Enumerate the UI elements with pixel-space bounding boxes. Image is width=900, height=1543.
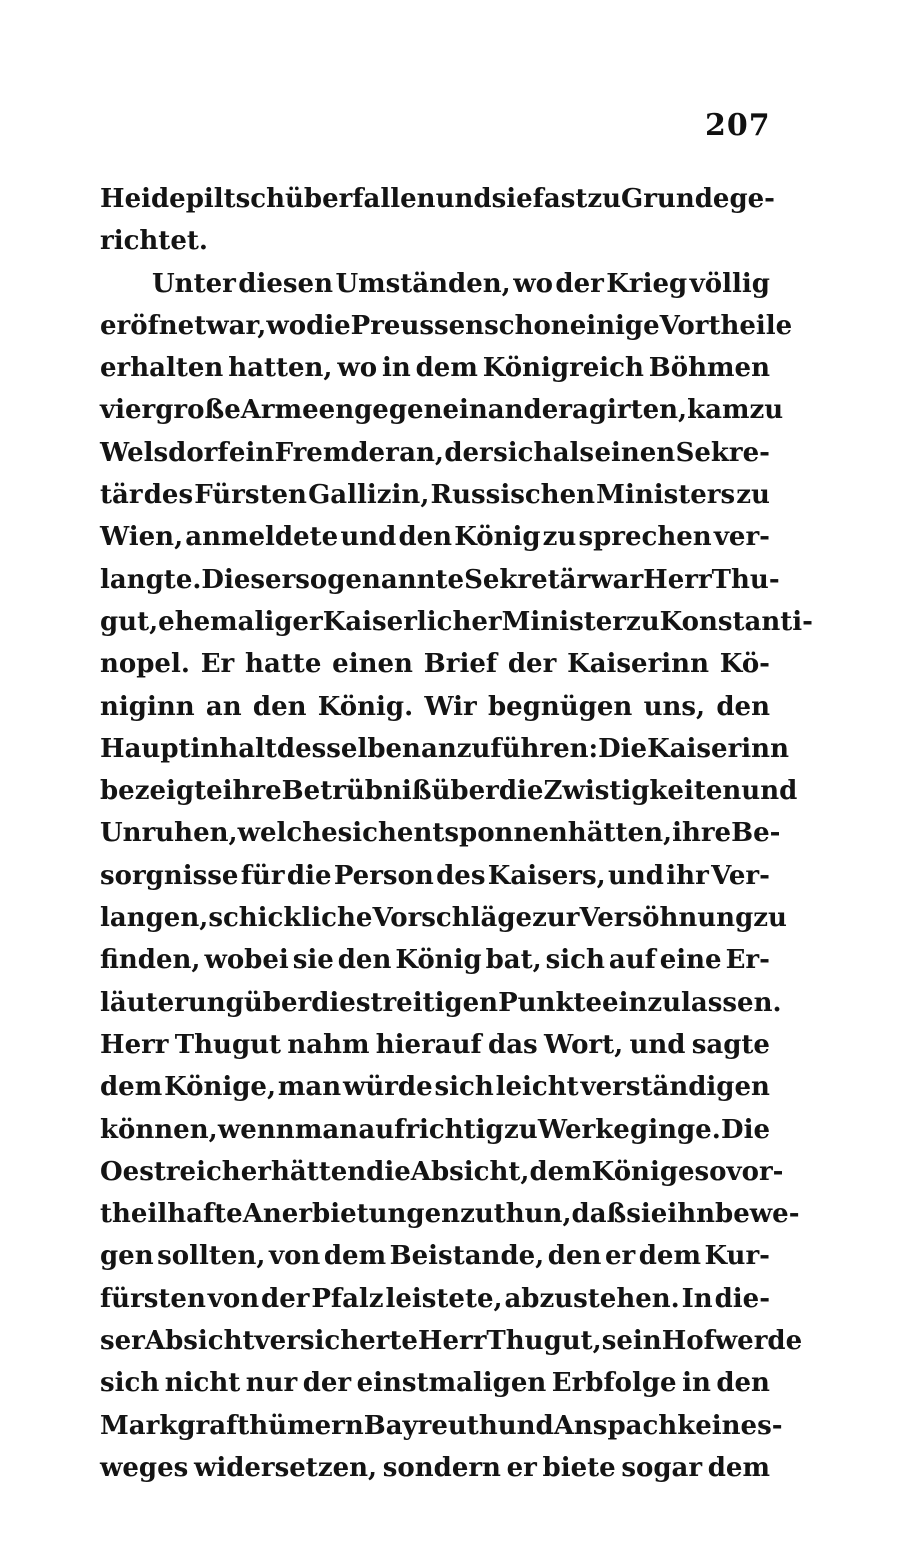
word: Krieg	[606, 268, 688, 299]
word: Grunde	[621, 184, 730, 214]
word: in	[682, 1368, 711, 1399]
word: die	[286, 860, 332, 891]
word: Russischen	[430, 480, 596, 511]
word: leicht	[495, 1072, 579, 1103]
word: läuterung	[100, 987, 244, 1018]
word: Thugut	[174, 1029, 282, 1060]
text-line	[100, 1109, 770, 1151]
word: die	[498, 776, 544, 807]
word: so	[694, 1156, 727, 1187]
text-line	[100, 1278, 770, 1320]
word: bewe-	[715, 1199, 800, 1230]
word: sich	[100, 1368, 160, 1399]
word: eine	[659, 945, 722, 976]
word: richtet.	[100, 226, 208, 257]
word: Umständen,	[335, 268, 511, 299]
word: langte.	[100, 564, 202, 595]
word: theilhafte	[100, 1199, 243, 1230]
word: dem	[323, 1241, 387, 1272]
word: Absicht	[144, 1326, 255, 1357]
word: finden,	[100, 945, 201, 976]
word: der	[302, 1368, 352, 1399]
text-line	[100, 982, 782, 1024]
word: Person	[333, 860, 434, 891]
word: der	[444, 437, 493, 468]
word: und	[629, 1029, 686, 1060]
word: er	[604, 1241, 636, 1272]
word: In	[681, 1283, 713, 1314]
word: der	[261, 1283, 310, 1314]
text-line	[100, 1320, 803, 1362]
word: schickliche	[208, 903, 373, 934]
word: entsponnen	[396, 818, 568, 849]
word: dem	[638, 1241, 701, 1272]
word: ginge.	[630, 1114, 721, 1145]
word: dem	[415, 353, 478, 384]
word: Versöhnung	[579, 903, 754, 934]
word: und	[497, 1410, 554, 1441]
text-line	[100, 855, 770, 897]
word: Sekre-	[675, 437, 770, 468]
word: daß	[571, 1199, 627, 1230]
word: versicherte	[254, 1326, 418, 1357]
word: von	[268, 1241, 321, 1272]
word: ihr	[666, 860, 709, 891]
word: über	[431, 776, 499, 807]
word: fürsten	[100, 1283, 206, 1314]
word: tär	[100, 480, 143, 511]
word: anzuführen:	[420, 733, 599, 764]
text-line	[100, 812, 781, 854]
word: die	[366, 1156, 411, 1187]
word: und	[435, 184, 492, 214]
word: Kaiserlicher	[322, 606, 502, 637]
word: den	[337, 945, 392, 976]
word: war,	[206, 310, 267, 341]
word: würde	[342, 1072, 433, 1103]
word: Oestreicher	[100, 1156, 271, 1187]
word: den	[252, 691, 307, 722]
word: welche	[237, 818, 338, 849]
text-line	[100, 728, 789, 770]
word: Gallizin,	[308, 480, 430, 511]
word: einen	[332, 649, 413, 680]
word: verständigen	[580, 1072, 770, 1103]
word: widersetzen,	[193, 1452, 378, 1483]
word: fast	[532, 184, 588, 214]
word: Kaisers,	[487, 860, 606, 891]
text-line	[100, 1405, 783, 1447]
word: desselben	[276, 733, 421, 764]
word: streitigen	[355, 987, 499, 1018]
word: Werke	[537, 1114, 630, 1145]
word: Absicht,	[410, 1156, 530, 1187]
word: Böhmen	[648, 353, 770, 384]
word: sprechen	[578, 522, 712, 553]
word: Zwistigkeiten	[543, 776, 742, 807]
word: der	[507, 649, 557, 680]
word: hierauf	[375, 1029, 482, 1060]
word: einen	[594, 437, 676, 468]
word: ein	[228, 437, 275, 468]
word: Dieser	[201, 564, 296, 595]
word: sorgnisse	[100, 860, 239, 891]
word: Preussen	[350, 310, 485, 341]
word: niginn	[100, 691, 195, 722]
word: Heidepiltsch	[100, 184, 286, 214]
word: bezeigte	[100, 776, 223, 807]
word: sich	[434, 1072, 494, 1103]
text-line	[100, 263, 770, 305]
word: können,	[100, 1114, 218, 1145]
text-line	[100, 601, 813, 643]
word: aufrichtig	[358, 1114, 504, 1145]
word: sagte	[691, 1029, 770, 1060]
word: auf	[608, 945, 656, 976]
page-number: 207	[705, 108, 771, 143]
text-line	[100, 347, 770, 389]
word: Markgrafthümern	[100, 1410, 364, 1441]
word: Herr	[643, 564, 712, 595]
word: Konstanti-	[659, 606, 813, 637]
text-line	[100, 897, 787, 939]
word: Welsdorf	[100, 437, 229, 468]
word: als	[552, 437, 595, 468]
word: zu	[736, 480, 770, 511]
word: Könige	[591, 1156, 695, 1187]
word: ihre	[222, 776, 282, 807]
word: Hauptinhalt	[100, 733, 277, 764]
word: Vortheile	[659, 310, 793, 341]
word: agirten,	[571, 395, 688, 426]
word: König.	[317, 691, 414, 722]
word: sie	[292, 945, 334, 976]
word: große	[155, 395, 241, 426]
word: ser	[100, 1326, 145, 1357]
word: sogenannte	[295, 564, 465, 595]
word: Sekretär	[464, 564, 591, 595]
word: nahm	[287, 1029, 370, 1060]
text-line	[100, 1066, 770, 1108]
word: schon	[484, 310, 570, 341]
word: bat,	[485, 945, 542, 976]
word: und	[340, 522, 397, 553]
word: zu	[460, 1199, 494, 1230]
word: Bayreuth	[363, 1410, 498, 1441]
word: dem	[100, 1072, 163, 1103]
word: zu	[625, 606, 660, 637]
word: Könige,	[164, 1072, 276, 1103]
word: abzustehen.	[504, 1283, 680, 1314]
word: ihre	[672, 818, 732, 849]
word: leistete,	[385, 1283, 503, 1314]
word: Kaiserinn	[647, 733, 789, 764]
word: ehemaliger	[158, 606, 323, 637]
word: zur	[532, 903, 580, 934]
word: wobei	[204, 945, 289, 976]
text-line	[100, 939, 770, 981]
word: einstmaligen	[356, 1368, 547, 1399]
text-line	[100, 432, 770, 474]
word: gegen	[354, 395, 443, 426]
word: weges	[100, 1452, 189, 1483]
word: Ministers	[596, 480, 736, 511]
text-line	[100, 1235, 770, 1277]
word: ge-	[729, 184, 775, 214]
word: dem	[529, 1156, 592, 1187]
word: man	[294, 1114, 359, 1145]
word: Vorschläge	[372, 903, 533, 934]
word: erhalten	[100, 353, 224, 384]
word: Hof	[661, 1326, 715, 1357]
word: hätten	[270, 1156, 367, 1187]
word: Kur-	[704, 1241, 770, 1272]
word: dem	[707, 1452, 770, 1483]
text-line	[100, 1447, 770, 1489]
word: sein	[601, 1326, 662, 1357]
word: zu	[587, 184, 622, 214]
word: zu	[542, 522, 577, 553]
word: biete	[542, 1452, 616, 1483]
word: man	[277, 1072, 342, 1103]
word: sie	[491, 184, 533, 214]
word: für	[240, 860, 285, 891]
word: begnügen	[488, 691, 633, 722]
word: Fürsten	[194, 480, 307, 511]
word: Armeen	[240, 395, 355, 426]
word: eröfnet	[100, 310, 207, 341]
word: Wir	[424, 691, 477, 722]
word: Thugut,	[486, 1326, 602, 1357]
word: sich	[493, 437, 553, 468]
text-line	[100, 1362, 770, 1404]
word: keines-	[677, 1410, 783, 1441]
text-line	[100, 559, 780, 601]
word: nopel.	[100, 649, 190, 680]
word: Wien,	[100, 522, 184, 553]
word: die	[306, 310, 351, 341]
word: ihn	[667, 1199, 716, 1230]
word: und	[741, 776, 798, 807]
text-line	[100, 770, 798, 812]
word: hatten,	[228, 353, 333, 384]
word: Unruhen,	[100, 818, 238, 849]
word: in	[381, 353, 411, 384]
word: kam	[687, 395, 750, 426]
word: Die	[598, 733, 648, 764]
word: Betrübniß	[281, 776, 432, 807]
word: Be-	[731, 818, 781, 849]
word: zu	[503, 1114, 538, 1145]
word: sollten,	[157, 1241, 266, 1272]
word: Kö-	[719, 649, 770, 680]
text-line	[100, 389, 784, 431]
word: den	[547, 1241, 602, 1272]
word: des	[143, 480, 194, 511]
text-line	[100, 305, 793, 347]
word: ver-	[713, 522, 770, 553]
text-line	[100, 516, 770, 558]
word: vier	[100, 395, 156, 426]
word: die	[311, 987, 356, 1018]
word: Erbfolge	[551, 1368, 677, 1399]
word: völlig	[689, 268, 770, 299]
word: wo	[513, 268, 553, 299]
word: der	[555, 268, 604, 299]
word: von	[207, 1283, 260, 1314]
word: hatte	[245, 649, 322, 680]
word: war	[590, 564, 644, 595]
word: Er-	[725, 945, 770, 976]
word: werde	[714, 1326, 803, 1357]
word: die-	[714, 1283, 770, 1314]
word: gen	[100, 1241, 154, 1272]
word: sich	[337, 818, 397, 849]
word: anmeldete	[185, 522, 339, 553]
word: den	[716, 691, 770, 722]
word: den	[398, 522, 453, 553]
word: nur	[245, 1368, 298, 1399]
word: uns,	[643, 691, 706, 722]
word: überfallen	[285, 184, 436, 214]
text-line	[100, 686, 770, 728]
word: Wort,	[543, 1029, 624, 1060]
word: Die	[721, 1114, 770, 1145]
word: sogar	[621, 1452, 703, 1483]
word: Anspach	[553, 1410, 678, 1441]
word: er	[506, 1452, 537, 1483]
word: zu	[753, 903, 787, 934]
word: über	[243, 987, 312, 1018]
text-line	[100, 1193, 800, 1235]
word: Pfalz	[311, 1283, 384, 1314]
word: langen,	[100, 903, 209, 934]
word: nicht	[164, 1368, 241, 1399]
word: Kaiserinn	[567, 649, 709, 680]
word: Brief	[423, 649, 498, 680]
text-line	[100, 643, 770, 685]
word: Er	[200, 649, 235, 680]
word: Fremder	[274, 437, 399, 468]
word: Herr	[100, 1029, 169, 1060]
word: wo	[337, 353, 378, 384]
word: an,	[399, 437, 444, 468]
text-line	[100, 474, 770, 516]
word: wo	[266, 310, 307, 341]
word: wenn	[217, 1114, 295, 1145]
word: den	[716, 1368, 770, 1399]
text-line	[100, 220, 770, 262]
word: Unter	[152, 268, 236, 299]
word: sie	[626, 1199, 668, 1230]
text-line	[100, 178, 775, 220]
word: thun,	[493, 1199, 572, 1230]
word: gut,	[100, 606, 159, 637]
word: Herr	[417, 1326, 487, 1357]
text-line	[100, 1151, 784, 1193]
text-line	[100, 1024, 770, 1066]
word: diesen	[238, 268, 333, 299]
word: König	[454, 522, 541, 553]
word: und	[607, 860, 664, 891]
word: vor-	[726, 1156, 784, 1187]
word: einzulassen.	[602, 987, 782, 1018]
word: hätten,	[567, 818, 673, 849]
word: König	[395, 945, 482, 976]
word: sich	[545, 945, 605, 976]
word: zu	[749, 395, 784, 426]
word: Beistande,	[389, 1241, 545, 1272]
word: Anerbietungen	[242, 1199, 461, 1230]
word: sondern	[382, 1452, 501, 1483]
word: an	[205, 691, 242, 722]
word: Punkte	[498, 987, 603, 1018]
word: das	[488, 1029, 538, 1060]
word: des	[436, 860, 486, 891]
word: einander	[442, 395, 572, 426]
word: Minister	[501, 606, 626, 637]
word: Ver-	[711, 860, 770, 891]
word: einige	[569, 310, 660, 341]
body-text	[100, 178, 813, 1489]
word: Thu-	[711, 564, 780, 595]
word: Königreich	[482, 353, 644, 384]
